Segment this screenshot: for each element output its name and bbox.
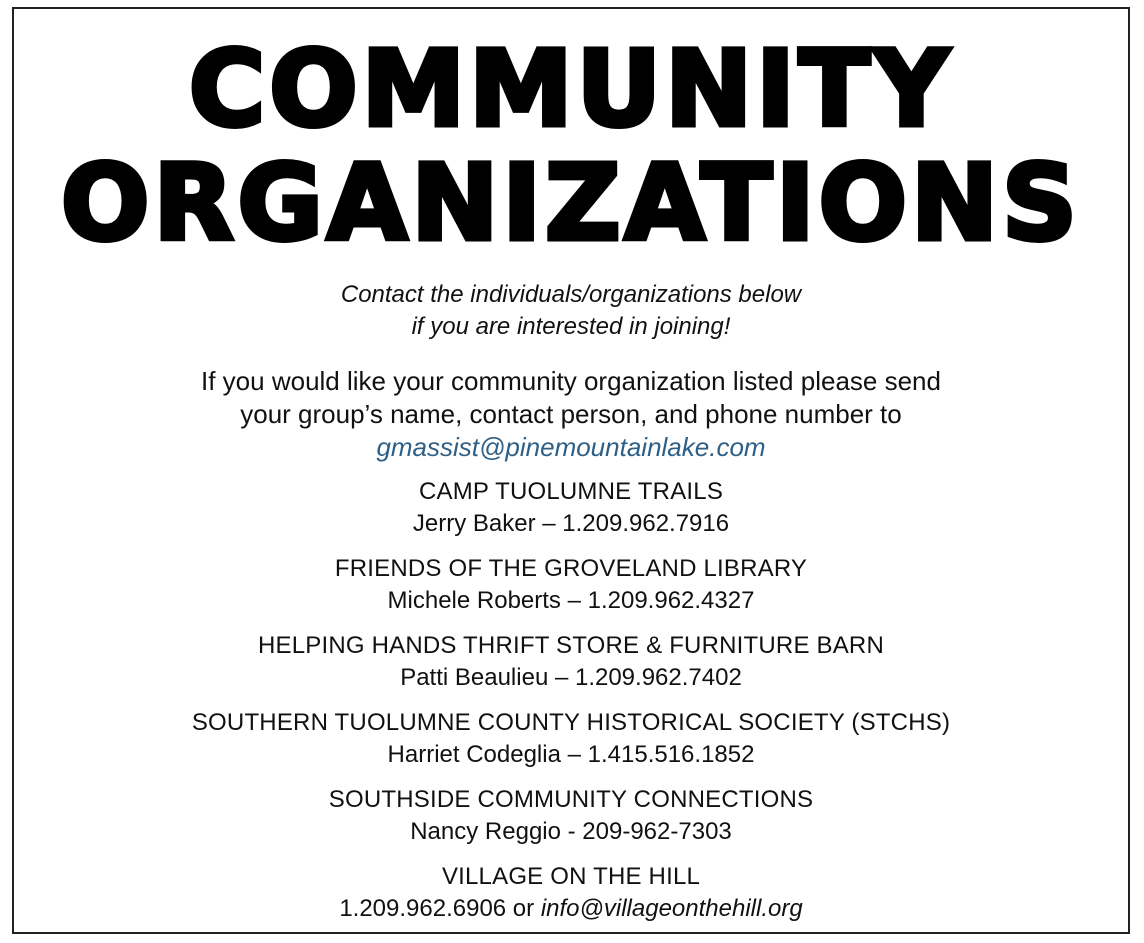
request-email-link[interactable]: gmassist@pinemountainlake.com <box>376 432 766 462</box>
request-line-2: your group’s name, contact person, and phone number to <box>240 399 902 429</box>
org-contact: Michele Roberts – 1.209.962.4327 <box>387 587 755 614</box>
request-line-1: If you would like your community organization listed please send <box>201 366 941 396</box>
org-item <box>14 476 1128 540</box>
listing-request <box>14 365 1128 464</box>
org-contact-email[interactable]: info@villageonthehill.org <box>540 895 803 922</box>
org-contact: Nancy Reggio - 209-962-7303 <box>410 818 732 845</box>
org-item <box>14 553 1128 617</box>
org-name: SOUTHSIDE COMMUNITY CONNECTIONS <box>328 786 814 813</box>
intro-line-1: Contact the individuals/organizations below <box>340 281 802 308</box>
org-name: VILLAGE ON THE HILL <box>441 863 701 890</box>
organization-list <box>14 476 1128 925</box>
title-line-2: ORGANIZATIONS <box>61 142 1081 264</box>
org-name: SOUTHERN TUOLUMNE COUNTY HISTORICAL SOCIETY (STCHS) <box>191 709 951 736</box>
org-contact-phone: 1.209.962.6906 <box>339 895 507 922</box>
org-contact: Patti Beaulieu – 1.209.962.7402 <box>400 664 742 691</box>
org-contact: Harriet Codeglia – 1.415.516.1852 <box>387 741 755 768</box>
org-item <box>14 707 1128 771</box>
org-item <box>14 784 1128 848</box>
org-contact: Jerry Baker – 1.209.962.7916 <box>412 510 730 537</box>
page-frame <box>12 7 1130 934</box>
title-line-1: COMMUNITY <box>188 28 954 150</box>
org-contact-or: or <box>506 895 541 922</box>
org-item <box>14 630 1128 694</box>
org-name: HELPING HANDS THRIFT STORE & FURNITURE BARN <box>257 632 884 659</box>
org-contact <box>14 893 1128 925</box>
org-name: CAMP TUOLUMNE TRAILS <box>418 478 724 505</box>
org-name: FRIENDS OF THE GROVELAND LIBRARY <box>334 555 808 582</box>
org-item <box>14 861 1128 925</box>
intro-text <box>14 279 1128 343</box>
intro-line-2: if you are interested in joining! <box>411 313 731 340</box>
